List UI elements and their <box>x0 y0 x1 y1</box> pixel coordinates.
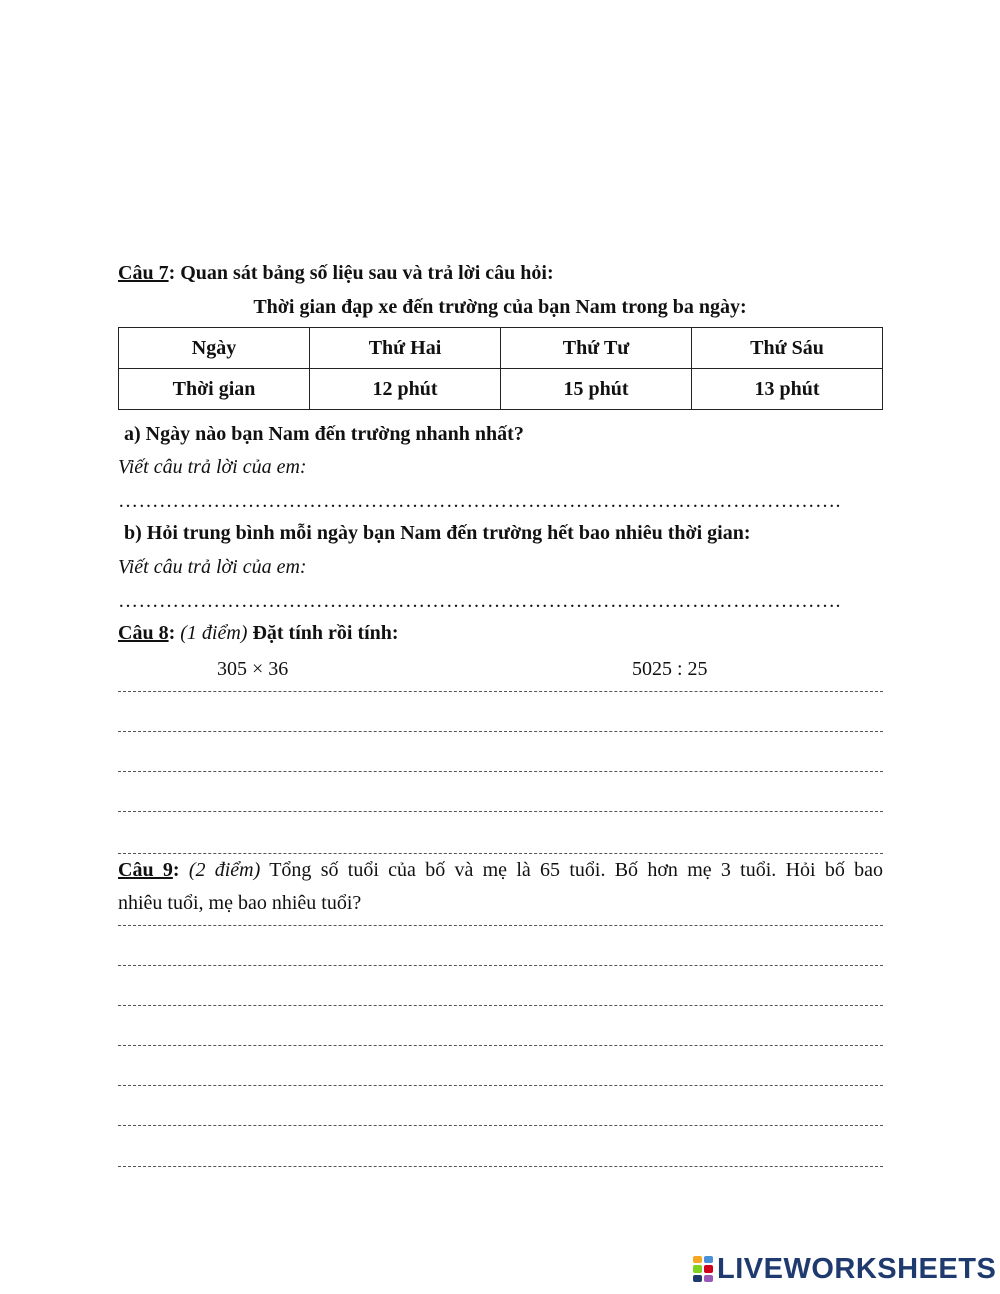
q7b-question: b) Hỏi trung bình mỗi ngày bạn Nam đến trường hết bao nhiêu thời gian: <box>124 522 751 544</box>
liveworksheets-logo-icon <box>693 1256 713 1282</box>
liveworksheets-logo <box>693 1253 996 1285</box>
q9-answer-line[interactable] <box>118 1045 883 1046</box>
logo-square <box>693 1256 702 1263</box>
q9-line-2: nhiêu tuổi, mẹ bao nhiêu tuổi? <box>118 892 362 914</box>
table-cell: Thứ Hai <box>310 328 501 369</box>
q7-heading <box>118 262 554 285</box>
q8-work-line[interactable] <box>118 811 883 812</box>
table-cell: Thứ Tư <box>501 328 692 369</box>
time-table <box>118 327 883 410</box>
q9-answer-line[interactable] <box>118 1125 883 1126</box>
table-cell: 15 phút <box>501 369 692 410</box>
q9-answer-line[interactable] <box>118 1085 883 1086</box>
logo-square <box>704 1256 713 1263</box>
q7a-answer-line[interactable]: ……………………………………………………………………………………………. <box>118 490 841 512</box>
q7-label: Câu 7 <box>118 262 169 284</box>
q7b-answer-line[interactable]: ……………………………………………………………………………………………. <box>118 590 841 612</box>
table-cell: Thứ Sáu <box>692 328 883 369</box>
q8-work-line[interactable] <box>118 691 883 692</box>
q9-answer-line[interactable] <box>118 1005 883 1006</box>
q9-answer-line[interactable] <box>118 925 883 926</box>
q9-line-1: Câu 9: (2 điểm) Tổng số tuổi của bố và mẹ là 65 tuổi. Bố hơn mẹ 3 tuổi. Hỏi bố bao <box>118 859 884 881</box>
logo-text: LIVEWORKSHEETS <box>717 1252 997 1285</box>
table-header-row <box>119 328 883 369</box>
q8-work-line[interactable] <box>118 771 883 772</box>
q7-text: : Quan sát bảng số liệu sau và trả lời câu hỏi: <box>168 262 554 284</box>
q9-answer-line[interactable] <box>118 1166 883 1167</box>
q8-heading: Câu 8: (1 điểm) Đặt tính rồi tính: <box>118 622 399 644</box>
q8-text: Đặt tính rồi tính: <box>252 622 399 644</box>
q8-work-line[interactable] <box>118 853 883 854</box>
q9-answer-line[interactable] <box>118 965 883 966</box>
table-cell: Ngày <box>119 328 310 369</box>
logo-square <box>704 1275 713 1282</box>
q7a-answer-prompt: Viết câu trả lời của em: <box>118 456 307 478</box>
table-cell: 12 phút <box>310 369 501 410</box>
q7b-answer-prompt: Viết câu trả lời của em: <box>118 556 307 578</box>
q7a-question: a) Ngày nào bạn Nam đến trường nhanh nhất? <box>124 423 524 445</box>
table-cell: Thời gian <box>119 369 310 410</box>
table-title: Thời gian đạp xe đến trường của bạn Nam trong ba ngày: <box>253 296 747 318</box>
q9-text: Tổng số tuổi của bố và mẹ là 65 tuổi. Bố hơn mẹ 3 tuổi. Hỏi bố bao <box>269 859 884 881</box>
logo-square <box>693 1275 702 1282</box>
logo-square <box>704 1265 713 1272</box>
q8-expression-2: 5025 : 25 <box>632 658 708 680</box>
q8-points: (1 điểm) <box>180 622 248 644</box>
q8-expression-1: 305 × 36 <box>217 658 289 680</box>
logo-square <box>693 1265 702 1272</box>
q8-work-line[interactable] <box>118 731 883 732</box>
q8-label: Câu 8 <box>118 622 169 644</box>
table-cell: 13 phút <box>692 369 883 410</box>
table-row <box>119 369 883 410</box>
q9-label: Câu 9 <box>118 859 173 881</box>
q9-points: (2 điểm) <box>188 859 261 881</box>
